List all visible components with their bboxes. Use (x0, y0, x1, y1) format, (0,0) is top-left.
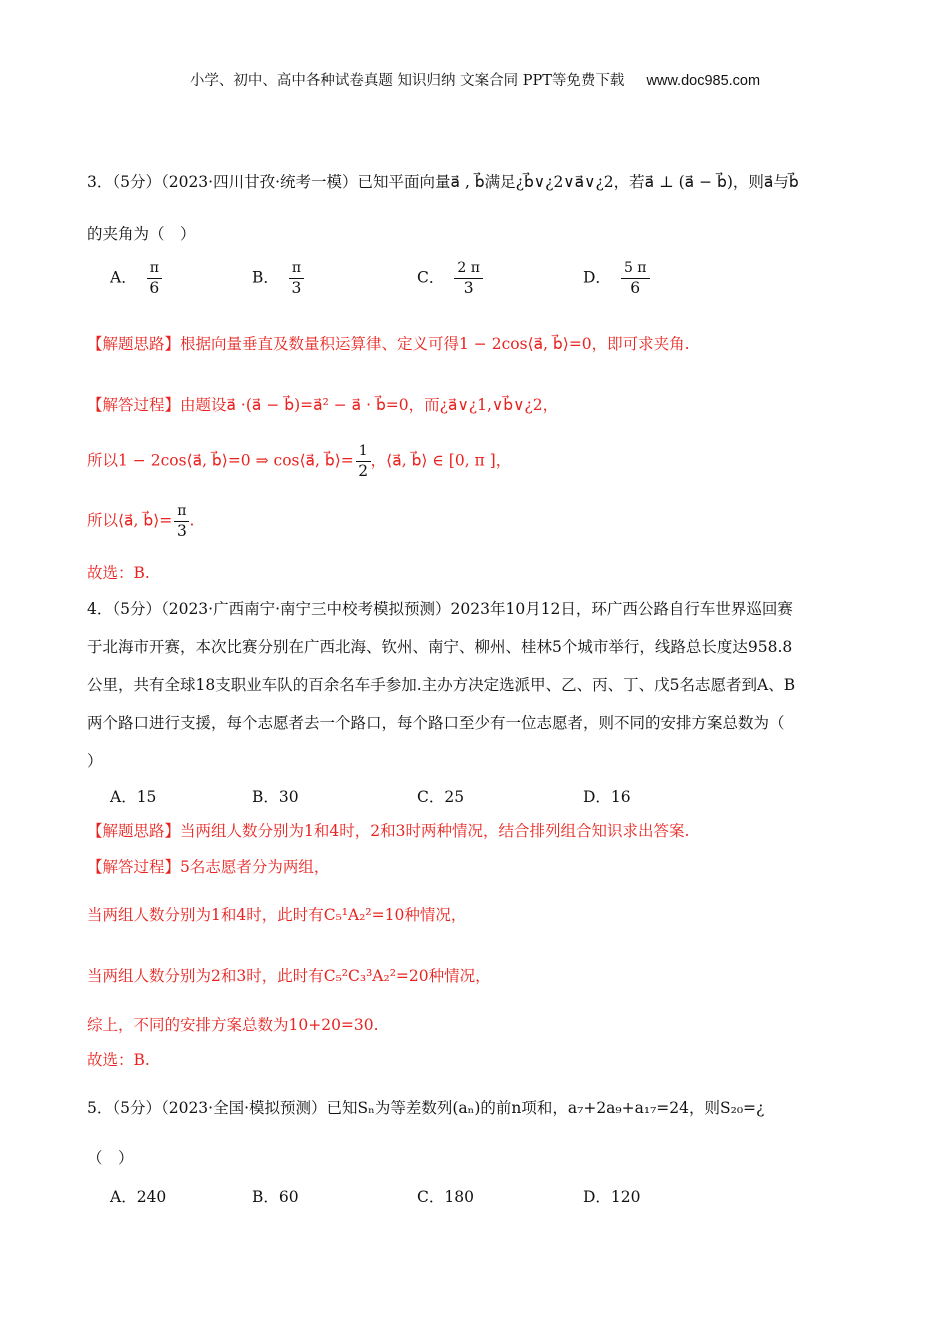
q3-idea: 【解题思路】根据向量垂直及数量积运算律、定义可得1 − 2cos⟨a⃗, b⃗⟩=0，即可求夹角. (87, 335, 690, 353)
q4-idea: 【解题思路】当两组人数分别为1和4时，2和3时两种情况，结合排列组合知识求出答案. (87, 822, 690, 840)
q4-process: 【解答过程】5名志愿者分为两组， (87, 858, 330, 876)
q3-process-2: 所以1 − 2cos⟨a⃗, b⃗⟩=0 ⇒ cos⟨a⃗, b⃗⟩= $\frac{1}{2}$ ，⟨a⃗, b⃗⟩ ∈ [0, π ]， (87, 443, 512, 480)
q5-stem: 5．（5分）（2023·全国·模拟预测）已知Sₙ为等差数列(aₙ)的前n项和，a₇+2a₉+a₁₇=24，则S₂₀=¿ (87, 1099, 765, 1117)
q5-option-a: A．240 (110, 1188, 167, 1206)
q3-process-1: 【解答过程】由题设a⃗ ·(a⃗ − b⃗)=a⃗² − a⃗ · b⃗=0，而¿a⃗∨¿1,∨b⃗∨¿2， (87, 396, 559, 414)
q4-case-2: 当两组人数分别为2和3时，此时有C₅²C₃³A₂²=20种情况， (87, 967, 491, 985)
q3-answer: 故选：B. (87, 564, 150, 582)
q4-total: 综上，不同的安排方案总数为10+20=30. (87, 1016, 379, 1034)
header-text: 小学、初中、高中各种试卷真题 知识归纳 文案合同 PPT等免费下载 (189, 73, 625, 89)
q3-option-a: A． $\frac{\pi}{6}$ (110, 259, 162, 298)
header-url[interactable]: www.doc985.com (646, 73, 761, 89)
q3-option-c: C． $\frac{2 \pi}{3}$ (417, 259, 483, 298)
q3-stem-2: 的夹角为（ ） (87, 225, 196, 243)
q4-stem-1: 4．（5分）（2023·广西南宁·南宁三中校考模拟预测）2023年10月12日，环广西公路自行车世界巡回赛 (87, 600, 793, 618)
q5-option-d: D．120 (583, 1188, 641, 1206)
q4-stem-2: 于北海市开赛，本次比赛分别在广西北海、钦州、南宁、柳州、桂林5个城市举行，线路总长度达958.8 (87, 638, 793, 656)
q3-stem: 3．（5分）（2023·四川甘孜·统考一模）已知平面向量a⃗ , b⃗满足¿b⃗∨¿2∨a⃗∨¿2，若a⃗ ⊥ (a⃗ − b⃗)，则a⃗与b⃗ (87, 173, 799, 191)
q4-stem-4: 两个路口进行支援，每个志愿者去一个路口，每个路口至少有一位志愿者，则不同的安排方案总数为（ (87, 714, 785, 732)
q5-option-c: C．180 (417, 1188, 474, 1206)
q3-option-b: B． $\frac{\pi}{3}$ (252, 259, 304, 298)
q4-answer: 故选：B. (87, 1051, 150, 1069)
q4-option-c: C．25 (417, 788, 465, 806)
q4-stem-3: 公里，共有全球18支职业车队的百余名车手参加.主办方决定选派甲、乙、丙、丁、戊5名志愿者到A、B (87, 676, 796, 694)
q5-option-b: B．60 (252, 1188, 299, 1206)
q4-option-d: D．16 (583, 788, 631, 806)
q4-stem-5: ） (87, 752, 103, 770)
q5-stem-2: （ ） (87, 1149, 134, 1167)
q3-process-3: 所以⟨a⃗, b⃗⟩= $\frac{\pi}{3}$ . (87, 503, 195, 540)
page-header (0, 69, 950, 90)
q4-option-b: B．30 (252, 788, 299, 806)
q4-option-a: A．15 (110, 788, 157, 806)
q3-option-d: D． $\frac{5 \pi}{6}$ (583, 259, 650, 298)
q4-case-1: 当两组人数分别为1和4时，此时有C₅¹A₂²=10种情况， (87, 906, 467, 924)
